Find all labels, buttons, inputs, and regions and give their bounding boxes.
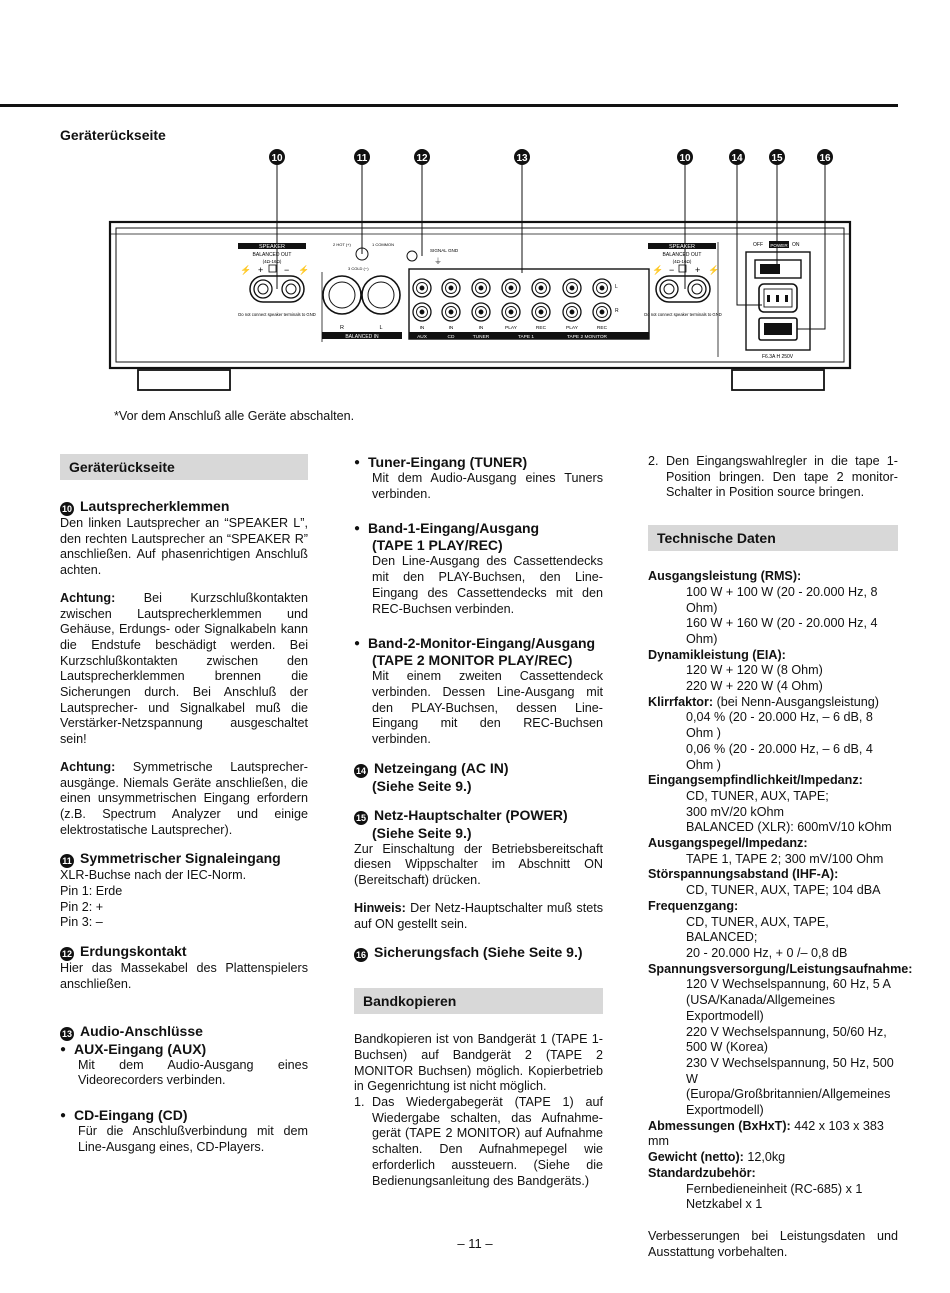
rca-jack [570, 286, 574, 290]
spec-value: 20 - 20.000 Hz, + 0 /– 0,8 dB [686, 945, 848, 960]
spec-label: Dynamikleistung (EIA): [648, 647, 786, 662]
svg-text:3 COLD (−): 3 COLD (−) [348, 266, 369, 271]
hint: Hinweis: Der Netz-Hauptschalter muß stets auf ON gestellt sein. [354, 900, 603, 931]
svg-text:−: − [284, 265, 290, 275]
steps-list [354, 1095, 603, 1189]
svg-text:10: 10 [679, 153, 691, 164]
callout-11-marker [354, 149, 370, 165]
rca-jack [449, 310, 453, 314]
leader-line [797, 165, 825, 329]
rca-jack [600, 286, 604, 290]
section-heading-geraeteruckseite: Geräterückseite [60, 454, 308, 480]
rca-jack [509, 286, 513, 290]
svg-text:BALANCED OUT: BALANCED OUT [662, 252, 702, 258]
svg-text:⚡: ⚡ [298, 265, 310, 275]
heading-erdungskontakt: 12 Erdungskontakt [61, 943, 187, 960]
svg-text:+: + [695, 265, 701, 275]
text-bandkopieren: Bandkopieren ist von Bandgerät 1 (TAPE 1-Buchsen) auf Bandgerät 2 (TAPE 2 MONITOR Buchsen) möglich. Kopierbetrieb in Gegenrichtung ist nicht möglich. [354, 1032, 603, 1094]
text-erdungskontakt: Hier das Massekabel des Plattenspielers anschließen. [60, 961, 308, 991]
section-heading-technische-daten: Technische Daten [648, 525, 898, 551]
callout-15-marker [769, 149, 785, 165]
callout-16-icon: 16 [355, 950, 366, 961]
column-right [648, 454, 913, 1260]
svg-text:L: L [615, 284, 618, 290]
leader-line [737, 165, 762, 305]
svg-text:16: 16 [819, 153, 831, 164]
steps-list-cont [648, 454, 898, 501]
jack-label: REC [535, 326, 547, 331]
spec-value: Exportmodell) [686, 1008, 764, 1023]
svg-text:SPEAKER: SPEAKER [259, 244, 285, 250]
heading-band2: ● Band-2-Monitor-Eingang/Ausgang [354, 635, 603, 652]
svg-text:1 COMMON: 1 COMMON [372, 242, 394, 247]
spec-value: 500 W (Korea) [686, 1040, 768, 1055]
jack-label: PLAY [505, 326, 517, 331]
spec-label: Störspannungsabstand (IHF-A): [648, 867, 839, 882]
spec-value: CD, TUNER, AUX, TAPE; 104 dBA [686, 883, 881, 898]
rca-jack [420, 310, 424, 314]
column-left [60, 454, 308, 1155]
spec-value: (USA/Kanada/Allgemeines [686, 993, 836, 1008]
callout-16-marker [817, 149, 833, 165]
step-1: 1. Das Wiedergabegerät (TAPE 1) auf Wiedergabe schalten, das Aufnahme-gerät (TAPE 2 MONITOR) auf Aufnahme schalten. Den Aufnahmepegel wie erforderlich aussteuern. (Siehe die Bedienungsanleitung des Bandgeräts.) [354, 1095, 603, 1188]
text-band2: Mit einem zweiten Cassettendeck verbinden. Dessen Line-Ausgang mit den PLAY-Buchsen, dessen Line-Eingang mit den REC-Buchsen verbinden. [372, 669, 603, 747]
spec-value: 230 V Wechselspannung, 50 Hz, 500 W [686, 1055, 894, 1086]
rca-jack [539, 310, 543, 314]
spec-value: 120 W + 120 W (8 Ohm) [686, 663, 823, 678]
heading-lautsprecherklemmen: 10 Lautsprecherklemmen [61, 498, 230, 514]
svg-text:SIGNAL GND: SIGNAL GND [430, 248, 459, 253]
spec-value: Exportmodell) [686, 1103, 764, 1118]
rca-jack [479, 286, 483, 290]
rca-jack [539, 286, 543, 290]
jack-label: IN [478, 326, 484, 331]
svg-text:R: R [340, 325, 344, 331]
svg-text:15: 15 [771, 153, 783, 164]
text-aux: Mit dem Audio-Ausgang eines Videorecorders verbinden. [78, 1057, 308, 1088]
svg-text:13: 13 [516, 153, 528, 164]
svg-text:⚡: ⚡ [652, 265, 664, 275]
svg-text:⏚: ⏚ [434, 257, 442, 266]
svg-text:(4Ω-16Ω): (4Ω-16Ω) [672, 259, 692, 264]
svg-text:⚡: ⚡ [240, 265, 252, 275]
text-lautsprecherklemmen: Den linken Lautsprecher an “SPEAKER L”, den rechten Lautsprecher an “SPEAKER R” anschließen. Auf phasenrichtigen Anschluß achten. [60, 516, 308, 578]
group-label: TAPE 1 [517, 335, 535, 340]
group-label: TUNER [472, 335, 490, 340]
column-middle [354, 454, 603, 1189]
spec-label: Abmessungen (BxHxT): 442 x 103 x 383 mm [648, 1118, 884, 1149]
svg-text:2 HOT (+): 2 HOT (+) [333, 242, 351, 247]
callout-11-icon: 11 [60, 854, 74, 868]
callout-14-marker [729, 149, 745, 165]
jack-label: IN [419, 326, 425, 331]
rca-jack [570, 310, 574, 314]
svg-text:R: R [615, 308, 619, 314]
svg-text:Do not connect speaker termina: Do not connect speaker terminals to GND [238, 312, 316, 317]
warning-1: Achtung: Bei Kurzschlußkontakten zwischen Lautsprecherklemmen und Gehäuse, Erdungs- oder Signalkabeln kann die Endstufe beschädigt werden. Bei Kurzschlußkontakten zwischen den Lautsprecherklemmen brennen die Sicherungen durch. Bei Anschluß der Lautsprecher- und Signalkabel muß die Verstärker-Netzspannung ausgeschaltet sein! [60, 590, 308, 747]
callout-14-icon: 14 [355, 765, 366, 776]
spec-label: Standardzubehör: [648, 1165, 756, 1180]
svg-text:14: 14 [731, 153, 743, 164]
spec-label: Ausgangsleistung (RMS): [648, 569, 802, 584]
spec-value: (Europa/Großbritannien/Allgemeines [686, 1087, 891, 1102]
callout-10-marker [677, 149, 693, 165]
spec-label: Spannungsversorgung/Leistungsaufnahme: [648, 961, 913, 976]
jack-label: PLAY [566, 326, 578, 331]
top-rule [0, 104, 898, 107]
callout-10-marker [269, 149, 285, 165]
heading-netzeingang-sub: (Siehe Seite 9.) [372, 777, 472, 794]
svg-text:SPEAKER: SPEAKER [669, 244, 695, 250]
rca-jack [420, 286, 424, 290]
figure-caption: *Vor dem Anschluß alle Geräte abschalten. [114, 409, 355, 423]
text-cd: Für die Anschlußverbindung mit dem Line-Ausgang eines, CD-Players. [78, 1123, 308, 1154]
heading-audio-anschluesse: 13 Audio-Anschlüsse [61, 1022, 203, 1039]
text-tuner: Mit dem Audio-Ausgang eines Tuners verbinden. [372, 471, 603, 501]
text-band1: Den Line-Ausgang des Cassettendecks mit den PLAY-Buchsen, den Line-Eingang des Cassettendecks mit den REC-Buchsen verbinden. [372, 554, 603, 616]
spec-list [648, 569, 913, 1213]
heading-tuner: ● Tuner-Eingang (TUNER) [354, 454, 603, 471]
spec-value: CD, TUNER, AUX, TAPE; [686, 788, 829, 803]
spec-label: Gewicht (netto): 12,0kg [648, 1150, 786, 1165]
callout-13-icon: 13 [61, 1028, 72, 1039]
rca-jack [479, 310, 483, 314]
svg-text:12: 12 [416, 153, 428, 164]
callout-10-icon: 10 [61, 504, 72, 514]
svg-text:F6.3A H 250V: F6.3A H 250V [762, 354, 794, 360]
group-label: TAPE 2 MONITOR [566, 335, 608, 340]
section-heading-bandkopieren: Bandkopieren [354, 988, 603, 1014]
svg-text:(4Ω-16Ω): (4Ω-16Ω) [262, 259, 282, 264]
warning-2: Achtung: Symmetrische Lautsprecher-ausgänge. Niemals Geräte anschließen, die einen unsymmetrischen Eingang erfordern (z.B. Spectrum Analyzer und einige elektrostatische Lautsprecher). [60, 759, 308, 837]
heading-band2-sub: (TAPE 2 MONITOR PLAY/REC) [372, 652, 573, 669]
spec-label: Frequenzgang: [648, 898, 739, 913]
heading-band1: ● Band-1-Eingang/Ausgang [354, 520, 603, 537]
heading-hauptschalter: 15 Netz-Hauptschalter (POWER) [355, 806, 568, 823]
svg-text:Do not connect speaker termina: Do not connect speaker terminals to GND [644, 312, 722, 317]
svg-text:−: − [669, 265, 675, 275]
text-note: Verbesserungen bei Leistungsdaten und Ausstattung vorbehalten. [648, 1228, 898, 1259]
text-hauptschalter: Zur Einschaltung der Betriebsbereitschaft diesen Wippschalter im Abschnitt ON (Bereitschaft) drücken. [354, 841, 603, 888]
callout-numbers [269, 149, 833, 329]
svg-text:BALANCED IN: BALANCED IN [345, 334, 379, 340]
svg-text:L: L [379, 325, 383, 331]
heading-sicherungsfach: 16 Sicherungsfach (Siehe Seite 9.) [355, 944, 583, 961]
spec-label: Eingangsempfindlichkeit/Impedanz: [648, 773, 863, 788]
rca-jack [449, 286, 453, 290]
jack-label: IN [448, 326, 454, 331]
svg-text:BALANCED OUT: BALANCED OUT [252, 252, 292, 258]
step-2: 2. Den Eingangswahlregler in die tape 1-Position bringen. Den tape 2 monitor-Schalter in Position source bringen. [648, 454, 898, 500]
heading-band1-sub: (TAPE 1 PLAY/REC) [372, 537, 503, 554]
heading-signaleingang: 11 Symmetrischer Signaleingang [60, 850, 308, 868]
group-label: CD [447, 335, 455, 340]
rear-panel-diagram [100, 142, 860, 397]
svg-text:POWER: POWER [770, 243, 788, 248]
spec-value: 0,06 % (20 - 20.000 Hz, – 6 dB, 4 Ohm ) [686, 741, 873, 772]
spec-value: 220 W + 220 W (4 Ohm) [686, 679, 823, 694]
svg-text:⚡: ⚡ [708, 265, 720, 275]
callout-13-marker [514, 149, 530, 165]
svg-text:OFF: OFF [753, 242, 763, 248]
page-number: – 11 – [457, 1236, 493, 1251]
spec-label: Ausgangspegel/Impedanz: [648, 836, 808, 851]
spec-value: 0,04 % (20 - 20.000 Hz, – 6 dB, 8 Ohm ) [686, 710, 873, 741]
heading-hauptschalter-sub: (Siehe Seite 9.) [372, 824, 472, 841]
callout-12-icon: 12 [61, 949, 72, 960]
heading-aux: ● AUX-Eingang (AUX) [60, 1041, 308, 1058]
spec-value: BALANCED (XLR): 600mV/10 kOhm [686, 820, 892, 835]
spec-value: CD, TUNER, AUX, TAPE, BALANCED; [686, 914, 829, 945]
spec-label: Klirrfaktor: (bei Nenn-Ausgangsleistung) [648, 694, 879, 709]
callout-12-marker [414, 149, 430, 165]
svg-text:+: + [258, 265, 264, 275]
spec-value: Fernbedieneinheit (RC-685) x 1 [686, 1181, 863, 1196]
page-title: Geräterückseite [60, 127, 166, 143]
rca-jack [509, 310, 513, 314]
spec-value: TAPE 1, TAPE 2; 300 mV/100 Ohm [686, 851, 884, 866]
spec-value: 160 W + 160 W (20 - 20.000 Hz, 4 Ohm) [686, 616, 878, 646]
spec-value: 100 W + 100 W (20 - 20.000 Hz, 8 Ohm) [686, 584, 878, 615]
rca-jack [600, 310, 604, 314]
spec-value: Netzkabel x 1 [686, 1197, 763, 1212]
svg-text:10: 10 [271, 153, 283, 164]
heading-cd: ● CD-Eingang (CD) [60, 1107, 308, 1124]
group-label: AUX [417, 335, 427, 340]
spec-value: 220 V Wechselspannung, 50/60 Hz, [686, 1024, 887, 1039]
svg-text:11: 11 [356, 153, 368, 164]
spec-value: 120 V Wechselspannung, 60 Hz, 5 A [686, 977, 891, 992]
svg-text:ON: ON [792, 242, 800, 248]
jack-label: REC [596, 326, 608, 331]
heading-netzeingang: 14 Netzeingang (AC IN) [355, 759, 509, 776]
spec-value: 300 mV/20 kOhm [686, 804, 784, 819]
callout-15-icon: 15 [355, 812, 366, 823]
text-signaleingang: XLR-Buchse nach der IEC-Norm. Pin 1: Erde Pin 2: + Pin 3: – [60, 868, 247, 930]
